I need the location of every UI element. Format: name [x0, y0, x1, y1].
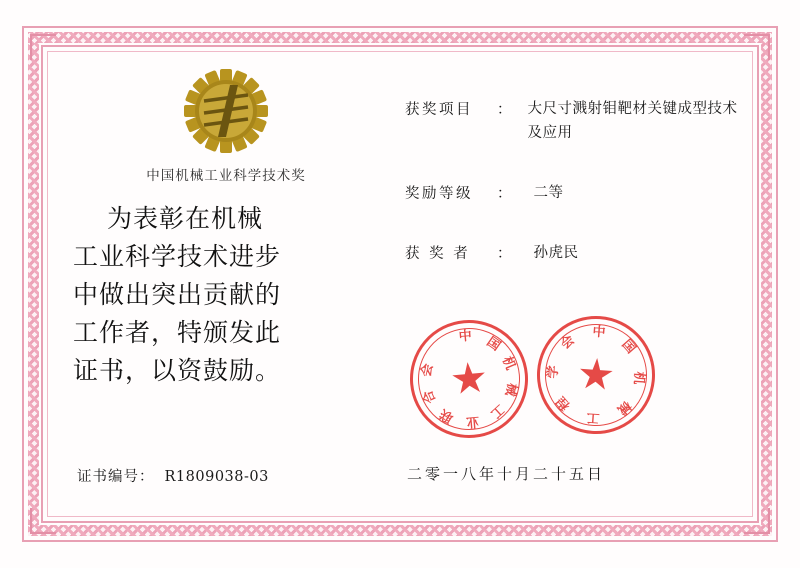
- seal-char-left-3: 机: [498, 354, 518, 373]
- seal-char-left-8: 合: [420, 387, 440, 406]
- certificate-number: [77, 465, 269, 486]
- seal-char-right-3: 机: [630, 370, 647, 385]
- certificate-content: [55, 60, 745, 508]
- china-machinery-industry-federation-seal: [405, 315, 533, 443]
- field-award-project-value: 大尺寸溅射钼靶材关键成型技术及应用: [527, 101, 738, 141]
- seal-char-right-5: 工: [586, 409, 601, 426]
- seal-char-left-1: 中: [458, 328, 473, 345]
- organization-name: 中国机械工业科学技术奖: [146, 168, 306, 184]
- seal-char-left-6: 业: [465, 413, 480, 430]
- citation-line-4: 工作者，特颁发此: [73, 318, 282, 347]
- certificate-left-column: [73, 68, 373, 390]
- citation-line-1: [73, 200, 373, 238]
- field-winner-label: 获 奖 者: [405, 245, 471, 262]
- corner-ornament-bottom-left: [30, 508, 56, 534]
- seal-characters-left: [408, 318, 529, 439]
- citation-line-3: 中做出突出贡献的: [73, 280, 282, 309]
- seal-char-left-2: 国: [483, 334, 504, 355]
- china-machinery-engineering-society-seal: [533, 312, 659, 438]
- certificate-right-column: [405, 98, 745, 302]
- corner-ornament-top-left: [30, 34, 56, 60]
- seal-char-right-8: 会: [557, 332, 578, 353]
- seal-char-right-4: 械: [614, 397, 635, 418]
- field-award-level-colon: ：: [497, 185, 512, 202]
- seal-char-left-5: 工: [487, 401, 508, 421]
- seal-char-right-1: 中: [591, 324, 606, 341]
- field-winner: [405, 242, 745, 266]
- corner-ornament-bottom-right: [744, 508, 770, 534]
- seal-char-right-6: 程: [553, 393, 574, 414]
- citation-line-1-text: 为表彰在机械: [107, 204, 264, 233]
- gear-emblem-icon: [178, 68, 274, 158]
- certificate-number-value: R1809038-03: [164, 469, 269, 485]
- seals-container: [405, 320, 705, 450]
- corner-ornament-top-right: [744, 34, 770, 60]
- seal-char-right-2: 国: [618, 336, 639, 357]
- field-winner-colon: ：: [497, 245, 512, 262]
- field-award-project: [405, 98, 745, 146]
- citation-text: [73, 200, 373, 390]
- issue-date: 二零一八年十月二十五日: [407, 465, 606, 483]
- seal-char-left-4: 械: [501, 381, 520, 398]
- field-award-project-label: 获奖项目: [405, 102, 473, 118]
- field-winner-value: 孙虎民: [533, 244, 579, 261]
- citation-line-2: 工业科学技术进步: [73, 242, 282, 271]
- emblem-container: [73, 68, 373, 158]
- field-award-level-label: 奖励等级: [405, 185, 473, 202]
- seal-char-right-7: 学: [545, 365, 562, 380]
- field-award-level: [405, 182, 745, 206]
- seal-characters-right: [536, 315, 656, 435]
- field-award-level-value: 二等: [533, 184, 564, 201]
- certificate-number-label: 证书编号：: [77, 469, 155, 485]
- seal-char-left-7: 联: [437, 405, 457, 426]
- seal-char-left-9: 会: [418, 362, 437, 379]
- field-award-project-colon: ：: [497, 102, 512, 118]
- citation-line-5: 证书，以资鼓励。: [73, 356, 282, 385]
